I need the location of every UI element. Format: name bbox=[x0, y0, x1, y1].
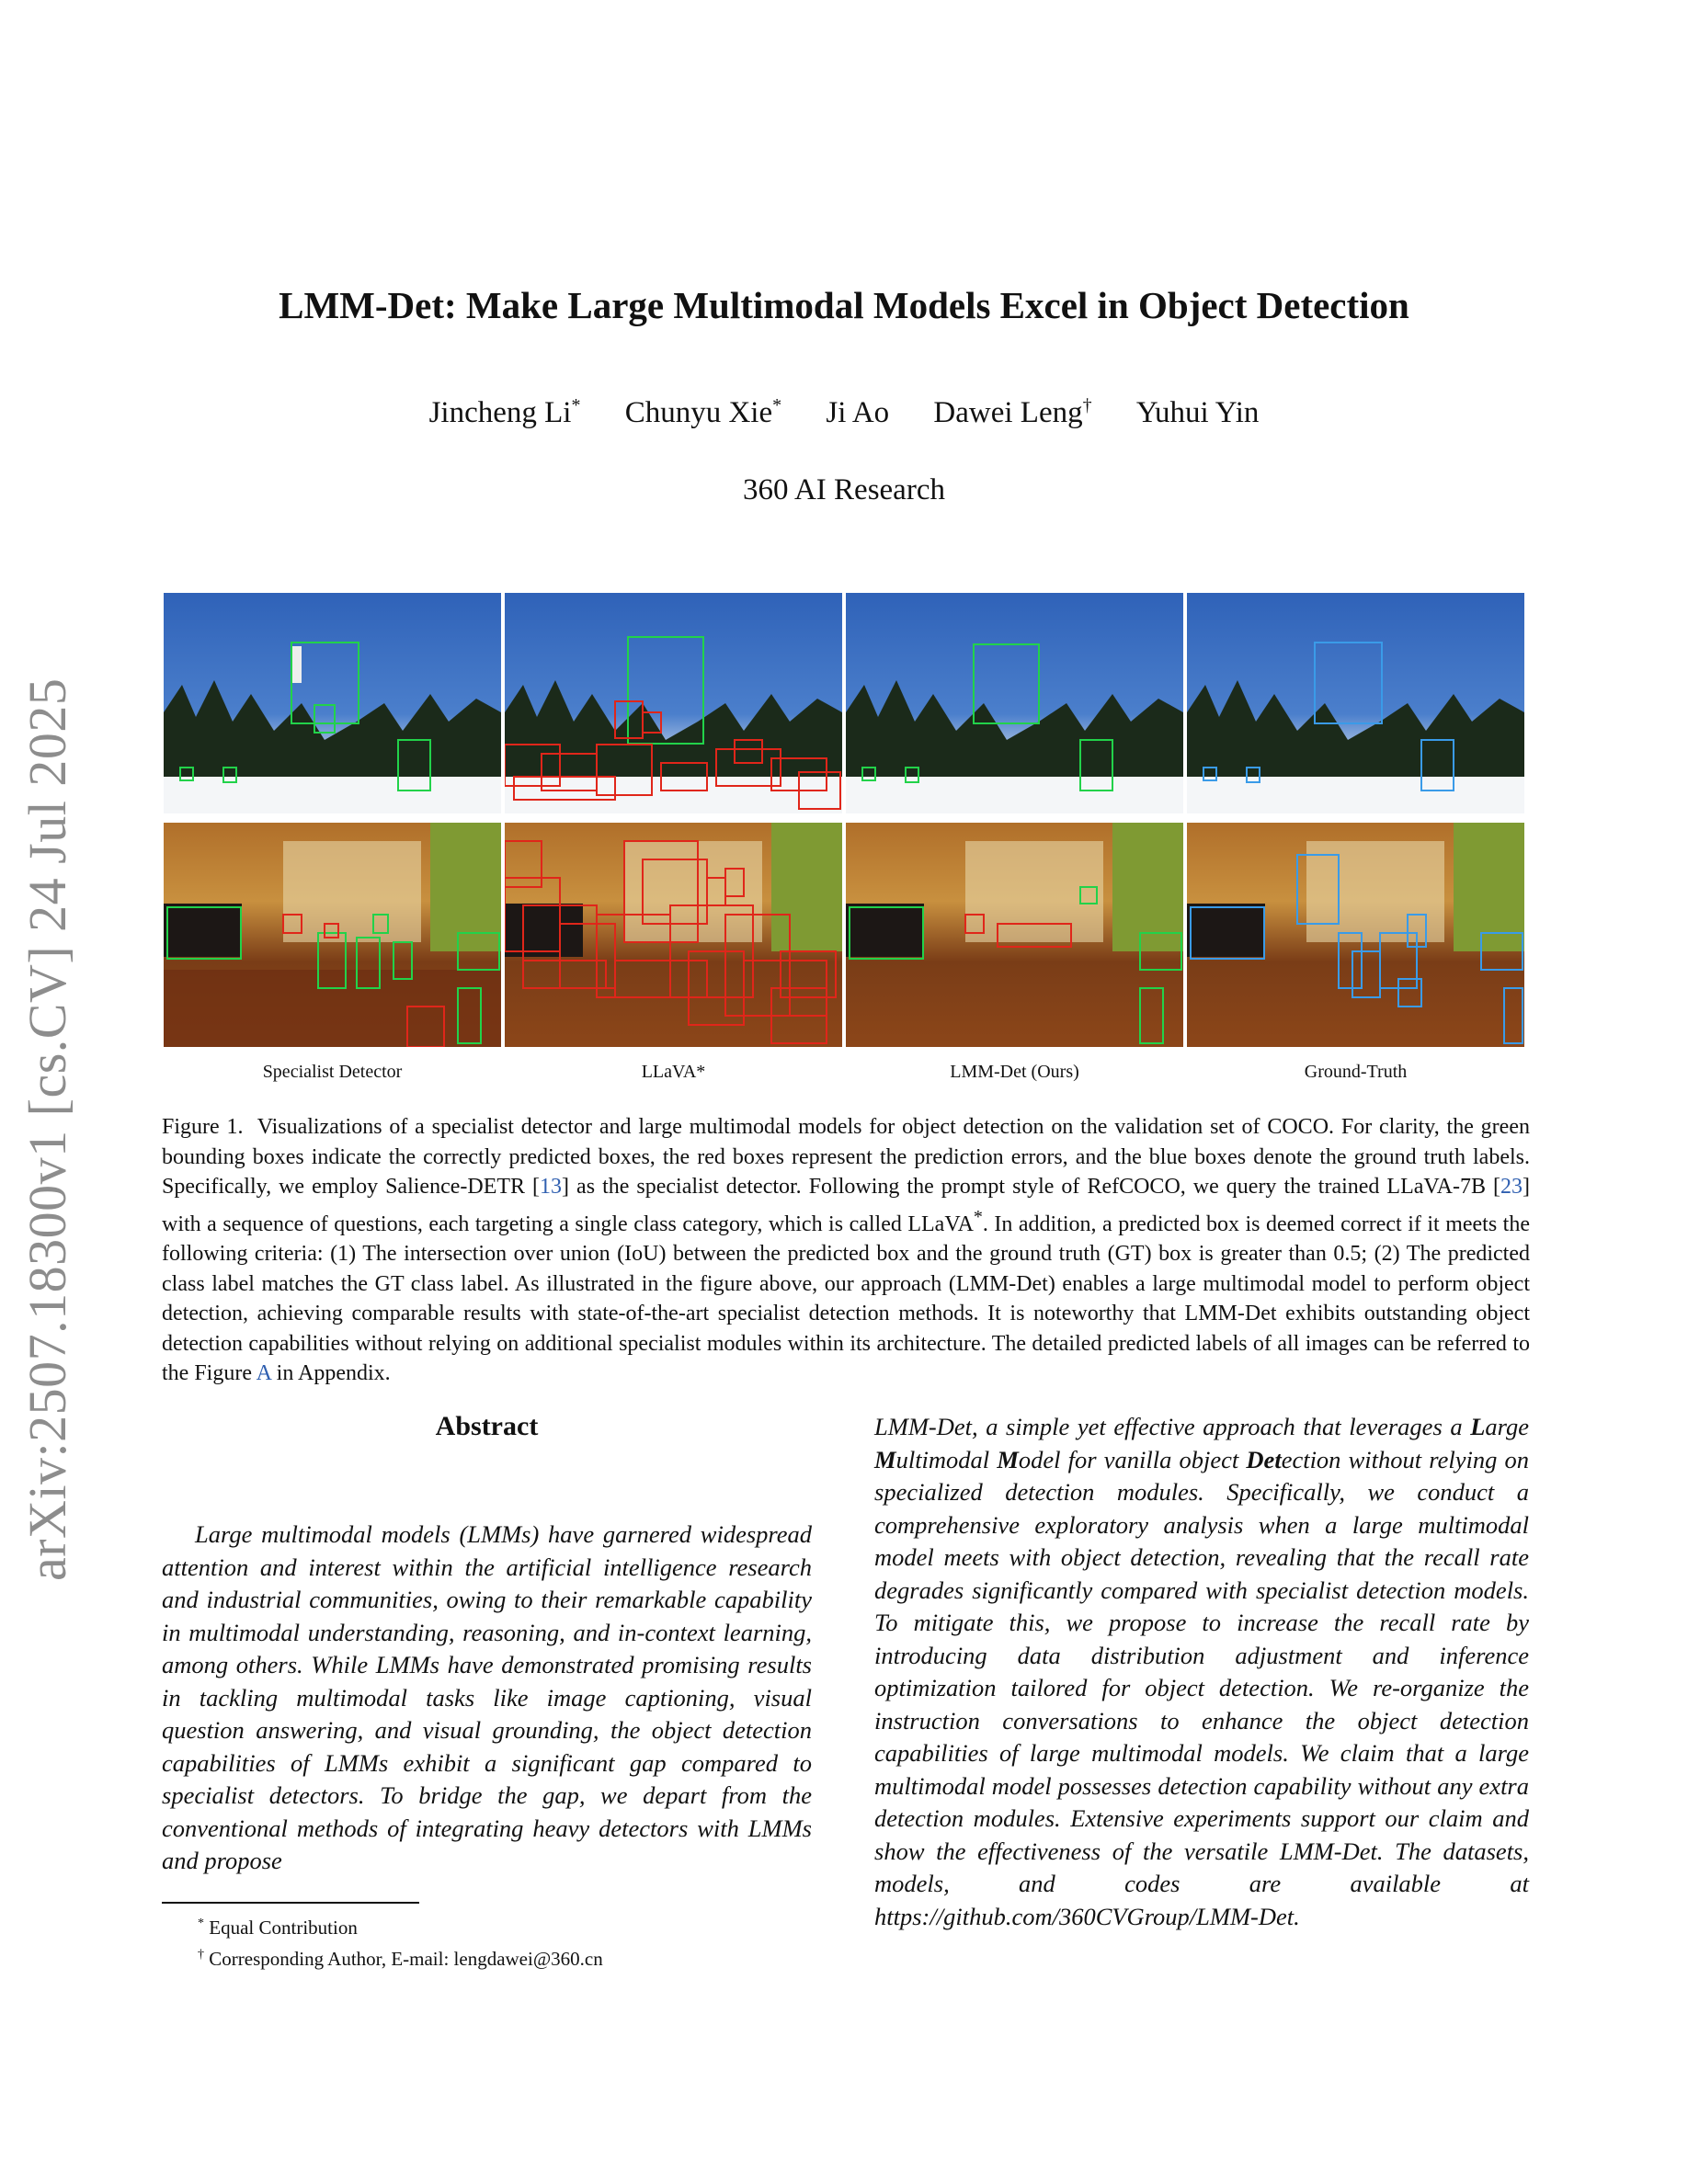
bounding-box bbox=[523, 961, 606, 988]
bounding-box bbox=[505, 841, 542, 887]
figure-1-image-grid bbox=[164, 593, 1526, 1052]
author-name: Jincheng Li* bbox=[428, 395, 581, 429]
paper-title: LMM-Det: Make Large Multimodal Models Excel in Object Detection bbox=[279, 284, 1409, 326]
abstract-heading: Abstract bbox=[435, 1411, 539, 1441]
abstract-text-right: LMM-Det, a simple yet effective approach that leverages a Large Multimodal Model for vanilla object Detection without relying on specialized detection modules. Specifically, we conduct a comprehensive exploratory analysis when a large multimodal model meets with object detection, revealing that the recall rate degrades significantly compared with specialist detection models. To mitigate this, we propose to increase the recall rate by introducing data distribution adjustment and inference optimization tailored for object detection. We re-organize the instruction conversations to enhance the object detection capabilities of large multimodal models. We claim that a large multimodal model possesses detection capability without any extra detection modules. Extensive experiments support our claim and show the effectiveness of the versatile LMM-Det. The datasets, models, and codes are available at https://github.com/360CVGroup/LMM-Det. bbox=[874, 1413, 1529, 1930]
panel-label: Specialist Detector bbox=[262, 1062, 403, 1082]
bounding-box bbox=[1504, 988, 1523, 1043]
appendix-figure-link[interactable]: A bbox=[256, 1361, 271, 1385]
room-scene-lmm-det bbox=[846, 823, 1183, 1047]
affiliation: 360 AI Research bbox=[743, 473, 945, 506]
arxiv-identifier: arXiv:2507.18300v1 [cs.CV] 24 Jul 2025 bbox=[17, 677, 77, 1581]
panel-label: Ground-Truth bbox=[1304, 1062, 1408, 1082]
skier-scene-llava bbox=[505, 593, 842, 813]
figure-panel-labels bbox=[164, 1062, 1526, 1089]
skier-scene-specialist bbox=[164, 593, 501, 813]
room-scene-llava bbox=[505, 823, 842, 1047]
figure-caption: Figure 1. Visualizations of a specialist detector and large multimodal models for object detection on the validation set of COCO. For clarity, the green bounding boxes indicate the correctly predicted boxes, the red boxes represent the prediction errors, and the blue boxes denote the ground truth labels. Specifically, we employ Salience-DETR [13] as the specialist detector. Following the prompt style of RefCOCO, we query the trained LLaVA-7B [23] with a sequence of questions, each targeting a single class category, which is called LLaVA*. In addition, a predicted box is deemed correct if it meets the following criteria: (1) The intersection over union (IoU) between the predicted box and the ground truth (GT) box is greater than 0.5; (2) The predicted class label matches the GT class label. As illustrated in the figure above, our approach (LMM-Det) enables a large multimodal model to perform object detection, achieving comparable results with state-of-the-art specialist detection methods. It is noteworthy that LMM-Det exhibits outstanding object detection capabilities without relying on additional specialist modules within its architecture. The detailed predicted labels of all images can be referred to the Figure A in Appendix. bbox=[162, 1115, 1530, 1385]
room-scene-ground-truth bbox=[1187, 823, 1524, 1047]
citation-link[interactable]: 23 bbox=[1500, 1175, 1523, 1199]
author-name: Dawei Leng† bbox=[933, 395, 1092, 429]
author-list bbox=[0, 395, 1688, 430]
panel-label: LMM-Det (Ours) bbox=[950, 1062, 1079, 1082]
footnote-rule bbox=[162, 1902, 419, 1904]
author-name: Ji Ao bbox=[826, 396, 890, 429]
author-name: Yuhui Yin bbox=[1135, 396, 1260, 429]
bounding-box bbox=[1398, 979, 1421, 1007]
bounding-box bbox=[615, 961, 707, 997]
footnote: * Equal Contribution bbox=[198, 1917, 358, 1939]
panel-label: LLaVA* bbox=[641, 1062, 706, 1082]
bounding-box bbox=[689, 951, 744, 1025]
footnote: † Corresponding Author, E-mail: lengdawei@360.cn bbox=[198, 1948, 603, 1970]
room-scene-specialist bbox=[164, 823, 501, 1047]
bounding-box bbox=[1352, 951, 1380, 997]
citation-link[interactable]: 13 bbox=[540, 1175, 563, 1199]
footnotes bbox=[198, 1910, 841, 1973]
skier-scene-ground-truth bbox=[1187, 593, 1524, 813]
skier-scene-lmm-det bbox=[846, 593, 1183, 813]
bounding-box bbox=[314, 705, 335, 733]
bounding-box bbox=[1140, 988, 1163, 1043]
author-name: Chunyu Xie* bbox=[624, 395, 782, 429]
abstract-text-left: Large multimodal models (LMMs) have garnered widespread attention and interest within the artificial intelligence research and industrial communities, owing to their remarkable capability in multimodal understanding, reasoning, and in-context learning, among others. While LMMs have demonstrated promising results in tackling multimodal tasks like image captioning, visual question answering, and visual grounding, the object detection capabilities of LMMs exhibit a significant gap compared to specialist detectors. To bridge the gap, we depart from the conventional methods of integrating heavy detectors with LMMs and propose bbox=[162, 1520, 812, 1874]
